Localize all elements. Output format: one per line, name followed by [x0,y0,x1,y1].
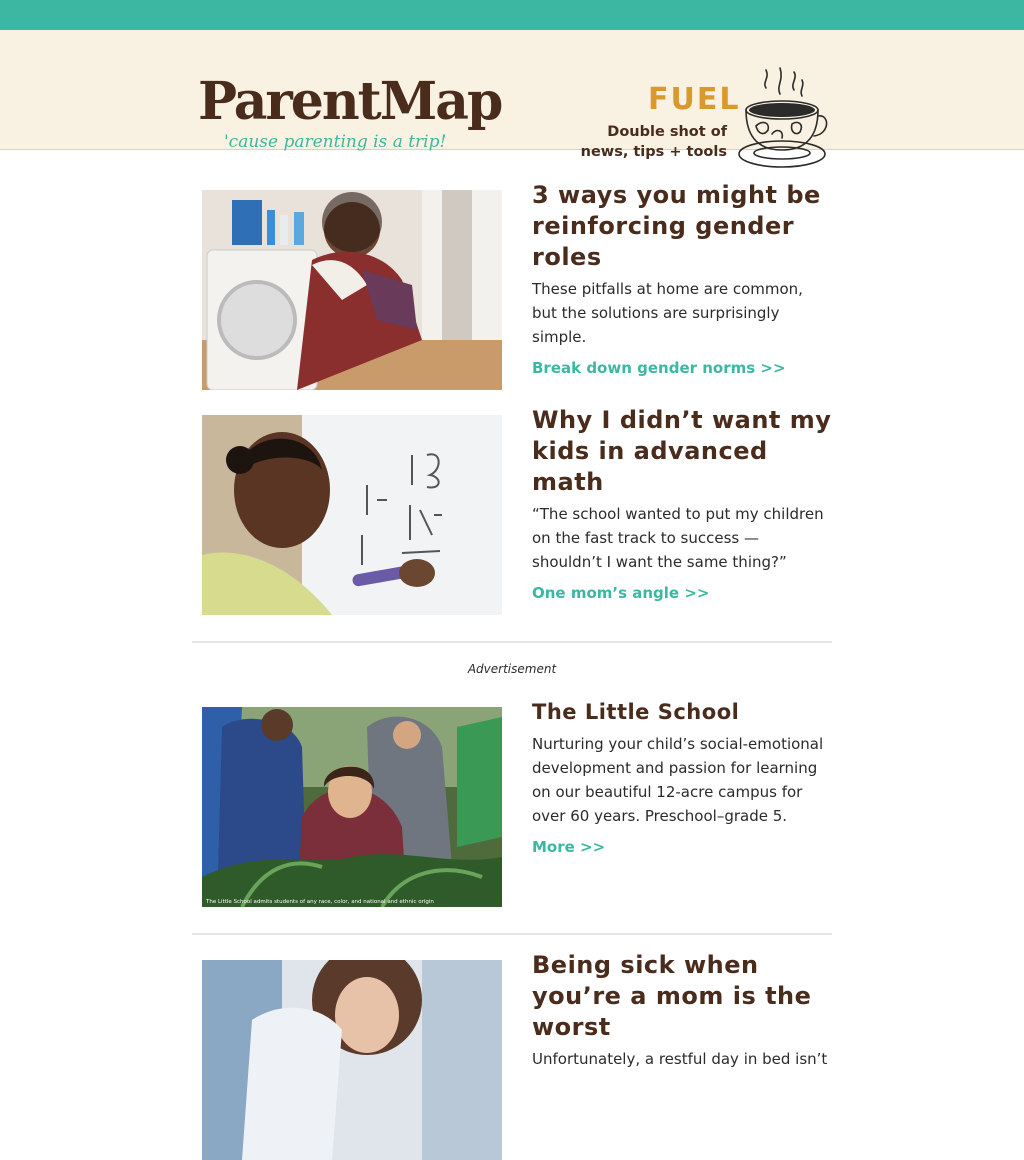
article-link[interactable]: Break down gender norms >> [532,359,786,377]
coffee-cup-icon [736,64,828,172]
ad-text [532,697,832,856]
article-title[interactable]: Why I didn’t want my kids in advanced math [532,406,832,496]
article-link[interactable]: One mom’s angle >> [532,584,710,602]
fuel-subtitle [527,122,727,162]
article-image-math[interactable] [202,415,502,615]
article-title[interactable]: Being sick when you’re a mom is the worst [532,951,812,1041]
fuel-subtitle-line1: Double shot of [607,124,727,140]
ad-link[interactable]: More >> [532,838,606,856]
article-title[interactable]: 3 ways you might be reinforcing gender roles [532,181,821,271]
fuel-subtitle-line2: news, tips + tools [580,144,727,160]
section-divider [192,933,832,935]
article-description: Unfortunately, a restful day in bed isn’t [532,1050,828,1068]
article-image-sick-mom[interactable] [202,960,502,1160]
fuel-title: FUEL [648,82,741,117]
parentmap-logo[interactable]: ParentMap [198,71,502,132]
ad-image-caption: The Little School admits students of any race, color, and national and ethnic origin [206,899,434,905]
article-description: These pitfalls at home are common, but the solutions are surprisingly simple. [532,280,803,346]
article-text [532,180,832,377]
ad-description: Nurturing your child’s social-emotional development and passion for learning on our beautiful 12-acre campus for over 60 years. Preschool–grade 5. [532,735,824,825]
logo-tagline: 'cause parenting is a trip! [224,132,447,152]
ad-title[interactable]: The Little School [532,700,740,724]
newsletter-header [0,30,1024,160]
article-text [532,405,832,602]
top-accent-bar [0,0,1024,30]
article-description: “The school wanted to put my children on the fast track to success — shouldn’t I want the same thing?” [532,505,824,571]
section-divider [192,641,832,643]
article-image-laundry[interactable] [202,190,502,390]
ad-image-school[interactable] [202,707,502,907]
advertisement-label: Advertisement [467,662,557,676]
article-text [532,950,832,1071]
